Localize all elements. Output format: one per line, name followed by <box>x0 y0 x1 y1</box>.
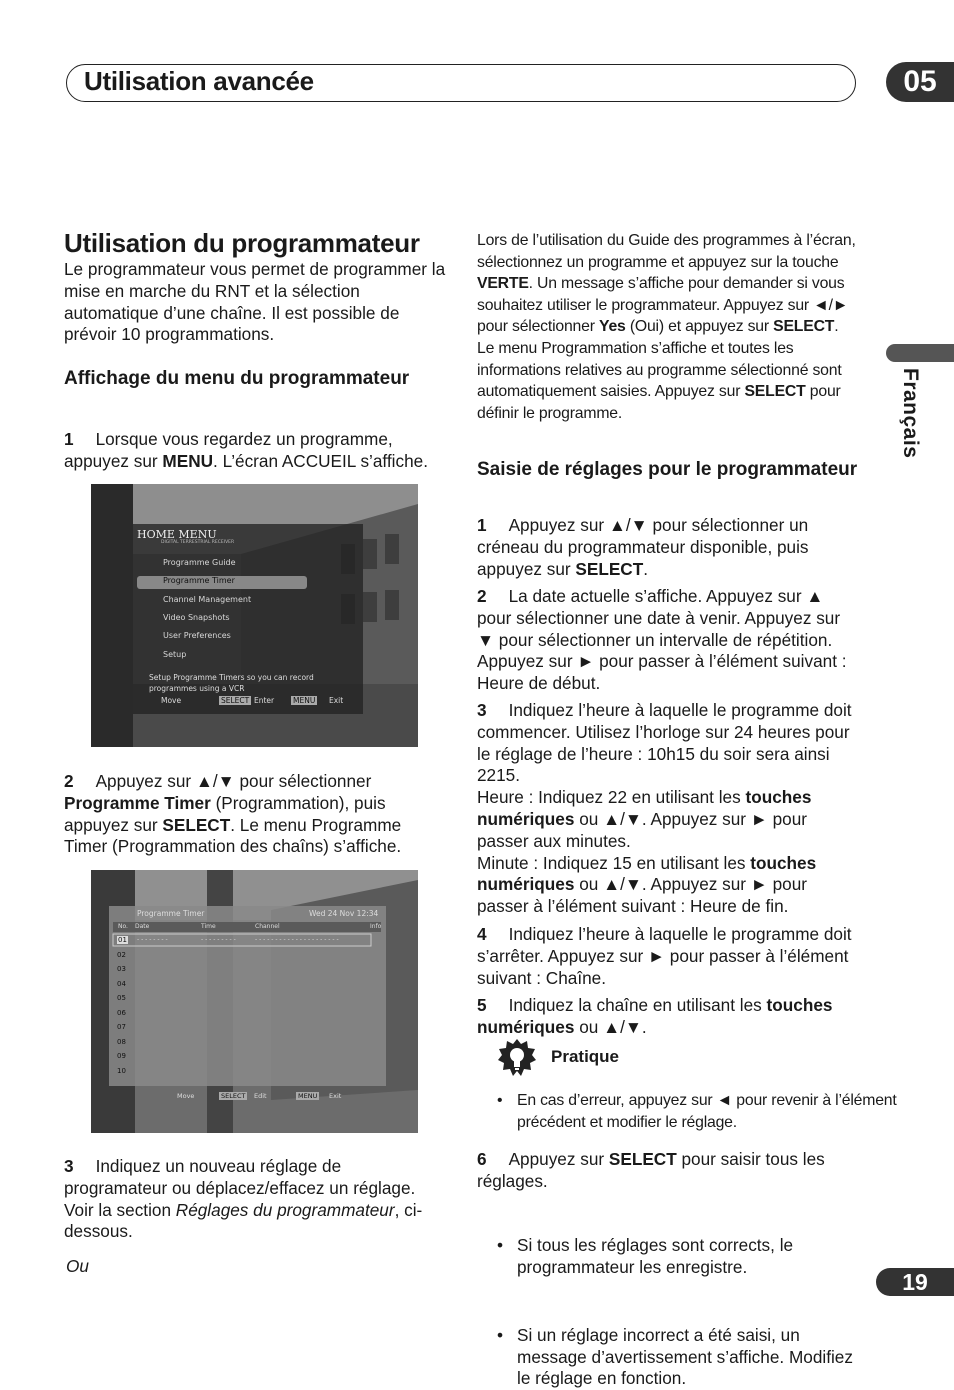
step-number: 5 <box>477 995 487 1015</box>
para-text: pour définir le programme. <box>477 383 841 422</box>
step-number: 4 <box>477 924 487 944</box>
step-text: Lorsque vous regardez un programme, appuyez sur <box>64 429 393 471</box>
section-title: Utilisation avancée <box>84 66 314 96</box>
footer-edit: Edit <box>254 1092 267 1100</box>
key-label: MENU <box>162 450 214 471</box>
timer-slot[interactable]: 03 <box>117 965 126 973</box>
setting-step-5 <box>477 995 859 1039</box>
step-number: 1 <box>477 515 487 535</box>
menu-item-setup[interactable]: Setup <box>163 650 187 659</box>
footer-move: Move <box>177 1092 195 1100</box>
col-no: No. <box>118 923 128 930</box>
footer-select-key: SELECT <box>221 696 250 705</box>
section-reference: Réglages du programmateur <box>175 1199 395 1220</box>
setting-step-4 <box>477 924 859 989</box>
menu-item-programme-timer[interactable]: Programme Timer <box>163 576 235 585</box>
setting-step-1 <box>477 515 859 580</box>
step-number: 3 <box>477 700 487 720</box>
help-text: Setup Programme Timers so you can record programmes using a VCR <box>149 673 314 693</box>
timer-title: Programme Timer <box>137 909 205 918</box>
para-text: . Un message s’affiche pour demander si vous souhaitez utiliser le programmateur. Appuyez sur ◄/► pour sélectionner <box>477 275 849 336</box>
home-menu-title: HOME MENU <box>137 528 217 541</box>
page-number: 19 <box>876 1268 954 1296</box>
timer-slot[interactable]: 04 <box>117 980 126 988</box>
menu-item-user-preferences[interactable]: User Preferences <box>163 631 231 640</box>
col-time: Time <box>201 923 216 930</box>
step-text: Appuyez sur ▲/▼ pour sélectionner <box>95 771 372 791</box>
row1-channel: - - - - - - - - - - - - - - - - - - - - - <box>255 936 339 943</box>
language-label: Français <box>899 368 922 459</box>
col-channel: Channel <box>255 923 280 930</box>
step-text: (Programmation), puis appuyez sur <box>64 792 386 835</box>
key-label: SELECT <box>162 814 231 835</box>
page-title: Utilisation du programmateur <box>64 228 420 258</box>
menu-item-channel-management[interactable]: Channel Management <box>163 595 252 604</box>
key-label: touches numériques <box>477 995 833 1037</box>
step-number: 1 <box>64 429 74 449</box>
para-text: (Oui) et appuyez sur <box>625 318 774 336</box>
footer-move: Move <box>161 696 182 705</box>
tip-text: • En cas d’erreur, appuyez sur ◄ pour revenir à l’élément précédent et modifier le réglage. <box>477 1090 901 1133</box>
footer-enter: Enter <box>254 696 275 705</box>
timer-slot[interactable]: 05 <box>117 994 126 1002</box>
step-text: . Le menu Programme Timer (Programmation des chaîns) s’affiche. <box>64 814 402 857</box>
key-label: touches numériques <box>477 787 812 829</box>
footer-select-key: SELECT <box>221 1092 246 1100</box>
intro-paragraph: Le programmateur vous permet de programmer la mise en marche du RNT et la sélection automatique d’une chaîne. Il est possible de prévoir 10 programmations. <box>64 259 446 345</box>
step-1 <box>64 429 448 473</box>
step-3 <box>64 1156 448 1243</box>
timer-slot[interactable]: 08 <box>117 1038 126 1046</box>
home-menu-subtitle: DIGITAL TERRESTRIAL RECEIVER <box>161 540 235 545</box>
col-date: Date <box>135 923 150 930</box>
setting-step-3 <box>477 700 859 918</box>
footer-exit: Exit <box>329 1092 342 1100</box>
key-label: SELECT <box>575 558 644 579</box>
key-label: Yes <box>598 318 626 336</box>
setting-step-2 <box>477 586 859 695</box>
step-text: pour saisir tous les réglages. <box>477 1149 825 1191</box>
timer-datetime: Wed 24 Nov 12:34 <box>309 909 379 918</box>
key-label: SELECT <box>744 383 806 401</box>
key-label: Programme Timer <box>64 792 211 813</box>
footer-exit: Exit <box>329 696 344 705</box>
step-number: 6 <box>477 1149 487 1169</box>
footer-menu-key: MENU <box>293 696 316 705</box>
hour-text: ou ▲/▼. Appuyez sur ► pour passer aux minutes. <box>477 808 807 851</box>
bullet-correct: • Si tous les réglages sont corrects, le programmateur les enregistre. <box>477 1235 861 1279</box>
timer-slot[interactable]: 06 <box>117 1009 126 1017</box>
step-text: Indiquez l’heure à laquelle le programme doit commencer. Utilisez l’horloge sur 24 heures pour le réglage de l’heure : 10h15 du soir sera ainsi 2215. <box>477 700 852 786</box>
key-label: VERTE <box>477 275 529 293</box>
minute-text: ou ▲/▼. Appuyez sur ► pour passer à l’élément suivant : Heure de fin. <box>477 874 807 917</box>
building-background <box>91 484 418 747</box>
col-info: Info <box>370 923 382 930</box>
row1-date: - - - - - - - - <box>137 936 168 943</box>
setting-step-6 <box>477 1149 859 1193</box>
step-text: . <box>643 558 649 579</box>
chapter-number: 05 <box>886 62 954 102</box>
subheading-enter-settings: Saisie de réglages pour le programmateur <box>477 459 858 480</box>
step-number: 2 <box>64 771 74 791</box>
row1-time: - - - - - - - - - <box>201 936 236 943</box>
home-menu-screenshot <box>91 484 418 747</box>
step-number: 3 <box>64 1156 74 1176</box>
menu-item-programme-guide[interactable]: Programme Guide <box>163 558 236 567</box>
step-text: Indiquez un nouveau réglage de programateur ou déplacez/effacez un réglage. Voir la section <box>64 1156 416 1220</box>
tip-label: Pratique <box>551 1047 620 1066</box>
key-label: SELECT <box>608 1149 677 1169</box>
step-text: Indiquez la chaîne en utilisant les <box>508 995 767 1015</box>
step-text: . L’écran ACCUEIL s’affiche. <box>213 450 428 471</box>
footer-menu-key: MENU <box>298 1092 318 1100</box>
step-number: 2 <box>477 586 487 606</box>
subheading-display-menu: Affichage du menu du programmateur <box>64 368 410 389</box>
bullet-incorrect: • Si un réglage incorrect a été saisi, un message d’avertissement s’affiche. Modifiez le réglage en fonction. <box>477 1325 861 1390</box>
step-text: Appuyez sur <box>508 1149 609 1169</box>
timer-slot[interactable]: 09 <box>117 1052 126 1060</box>
para-text: . Le menu Programmation s’affiche et toutes les informations relatives au programme sélectionné sont automatiquement saisies. Appuyez sur <box>477 318 842 401</box>
step-text: La date actuelle s’affiche. Appuyez sur ▲ pour sélectionner une date à venir. Appuyez sur ▼ pour sélectionner un intervalle de répétition. Appuyez sur ► pour passer à l’élément suivant : Heure de début. <box>477 586 847 694</box>
step-text: ou ▲/▼. <box>574 1016 647 1037</box>
or-label: Ou <box>66 1256 89 1276</box>
step-text: Appuyez sur ▲/▼ pour sélectionner un créneau du programmateur disponible, puis appuyez sur <box>477 515 809 579</box>
timer-slot[interactable]: 10 <box>117 1067 126 1075</box>
language-tab <box>886 344 954 362</box>
hour-text: Heure : Indiquez 22 en utilisant les <box>477 787 746 808</box>
timer-slot[interactable]: 01 <box>118 936 127 944</box>
menu-item-video-snapshots[interactable]: Video Snapshots <box>163 613 230 622</box>
minute-text: Minute : Indiquez 15 en utilisant les <box>477 852 751 873</box>
key-label: touches numériques <box>477 852 817 895</box>
timer-slot[interactable]: 07 <box>117 1023 126 1031</box>
timer-slot[interactable]: 02 <box>117 951 126 959</box>
lightbulb-icon <box>497 1038 537 1078</box>
step-text: , ci-dessous. <box>64 1199 423 1242</box>
key-label: SELECT <box>773 318 835 336</box>
programme-timer-screenshot <box>91 870 418 1133</box>
para-text: Lors de l’utilisation du Guide des programmes à l’écran, sélectionnez un programme et appuyez sur la touche <box>477 232 856 271</box>
step-2 <box>64 771 448 858</box>
step-text: Indiquez l’heure à laquelle le programme doit s’arrêter. Appuyez sur ► pour passer à l’élément suivant : Chaîne. <box>477 924 852 988</box>
guide-paragraph <box>477 230 857 424</box>
